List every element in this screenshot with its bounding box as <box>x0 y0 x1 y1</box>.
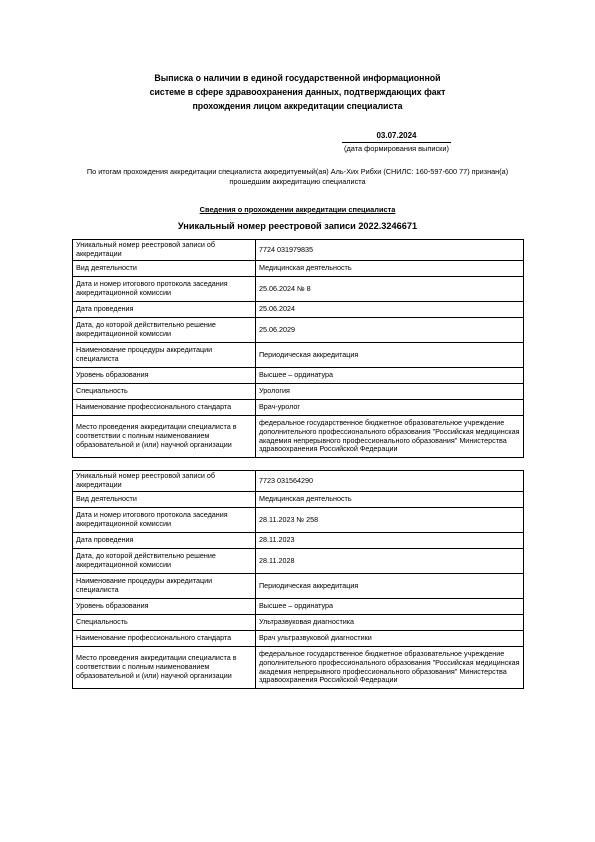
row-value: Высшее – ординатура <box>256 599 524 615</box>
row-label: Наименование профессионального стандарта <box>73 400 256 416</box>
table-row <box>73 302 524 318</box>
document-title <box>100 71 495 113</box>
table-row <box>73 261 524 277</box>
row-label: Уровень образования <box>73 368 256 384</box>
title-line: системе в сфере здравоохранения данных, подтверждающих факт <box>149 87 446 97</box>
row-label: Место проведения аккредитации специалиста в соответствии с полным наименованием образовательной и (или) научной организации <box>73 416 256 458</box>
row-label: Вид деятельности <box>73 261 256 277</box>
row-value: Медицинская деятельность <box>256 261 524 277</box>
row-label: Дата проведения <box>73 533 256 549</box>
row-value: Высшее – ординатура <box>256 368 524 384</box>
row-value: 28.11.2023 № 258 <box>256 508 524 533</box>
table-row <box>73 647 524 689</box>
accreditation-table-2 <box>72 470 524 689</box>
extract-date-caption: (дата формирования выписки) <box>343 144 450 153</box>
row-label: Уровень образования <box>73 599 256 615</box>
row-label: Уникальный номер реестровой записи об аккредитации <box>73 240 256 261</box>
table-row <box>73 368 524 384</box>
intro-line: прошедшим аккредитацию специалиста <box>229 177 366 186</box>
registry-number-title: Уникальный номер реестровой записи 2022.3246671 <box>177 221 418 231</box>
table-row <box>73 277 524 302</box>
row-label: Наименование профессионального стандарта <box>73 631 256 647</box>
table-row <box>73 549 524 574</box>
row-value: 25.06.2024 № 8 <box>256 277 524 302</box>
table-row <box>73 400 524 416</box>
row-value: 25.06.2029 <box>256 318 524 343</box>
table-row <box>73 240 524 261</box>
row-label: Место проведения аккредитации специалиста в соответствии с полным наименованием образовательной и (или) научной организации <box>73 647 256 689</box>
row-value: 25.06.2024 <box>256 302 524 318</box>
table-row <box>73 492 524 508</box>
row-value: Медицинская деятельность <box>256 492 524 508</box>
intro-line: По итогам прохождения аккредитации специалиста аккредитуемый(ая) Аль-Хих Рибхи (СНИЛС: 160-597-600 77) признан(а) <box>86 167 509 176</box>
table-row <box>73 416 524 458</box>
row-label: Специальность <box>73 384 256 400</box>
row-label: Уникальный номер реестровой записи об аккредитации <box>73 471 256 492</box>
row-label: Дата и номер итогового протокола заседания аккредитационной комиссии <box>73 277 256 302</box>
row-value: Ультразвуковая диагностика <box>256 615 524 631</box>
row-value: 7723 031564290 <box>256 471 524 492</box>
table-row <box>73 631 524 647</box>
table-row <box>73 471 524 492</box>
row-label: Дата проведения <box>73 302 256 318</box>
title-line: Выписка о наличии в единой государственной информационной <box>154 73 441 83</box>
row-value: Урология <box>256 384 524 400</box>
row-label: Специальность <box>73 615 256 631</box>
table-row <box>73 533 524 549</box>
extract-date: 03.07.2024 <box>342 131 451 143</box>
table-row <box>73 384 524 400</box>
row-value: 28.11.2028 <box>256 549 524 574</box>
table-row <box>73 574 524 599</box>
row-value: Врач ультразвуковой диагностики <box>256 631 524 647</box>
table-row <box>73 508 524 533</box>
row-value: 28.11.2023 <box>256 533 524 549</box>
row-label: Наименование процедуры аккредитации специалиста <box>73 574 256 599</box>
table-row <box>73 599 524 615</box>
row-label: Наименование процедуры аккредитации специалиста <box>73 343 256 368</box>
section-heading: Сведения о прохождении аккредитации специалиста <box>199 205 396 214</box>
title-line: прохождения лицом аккредитации специалиста <box>192 101 403 111</box>
table-row <box>73 615 524 631</box>
intro-paragraph <box>72 167 523 187</box>
table-row <box>73 318 524 343</box>
row-label: Дата, до которой действительно решение аккредитационной комиссии <box>73 549 256 574</box>
row-label: Вид деятельности <box>73 492 256 508</box>
row-label: Дата и номер итогового протокола заседания аккредитационной комиссии <box>73 508 256 533</box>
date-block <box>342 131 451 154</box>
row-label: Дата, до которой действительно решение аккредитационной комиссии <box>73 318 256 343</box>
accreditation-table-1 <box>72 239 524 458</box>
row-value: федеральное государственное бюджетное образовательное учреждение дополнительного профессионального образования "Российская медицинская академия непрерывного профессионального образования" Министерства здравоохранения Российской Федерации <box>256 647 524 689</box>
row-value: Периодическая аккредитация <box>256 343 524 368</box>
row-value: федеральное государственное бюджетное образовательное учреждение дополнительного профессионального образования "Российская медицинская академия непрерывного профессионального образования" Министерства здравоохранения Российской Федерации <box>256 416 524 458</box>
row-value: Врач-уролог <box>256 400 524 416</box>
table-row <box>73 343 524 368</box>
row-value: 7724 031979835 <box>256 240 524 261</box>
row-value: Периодическая аккредитация <box>256 574 524 599</box>
